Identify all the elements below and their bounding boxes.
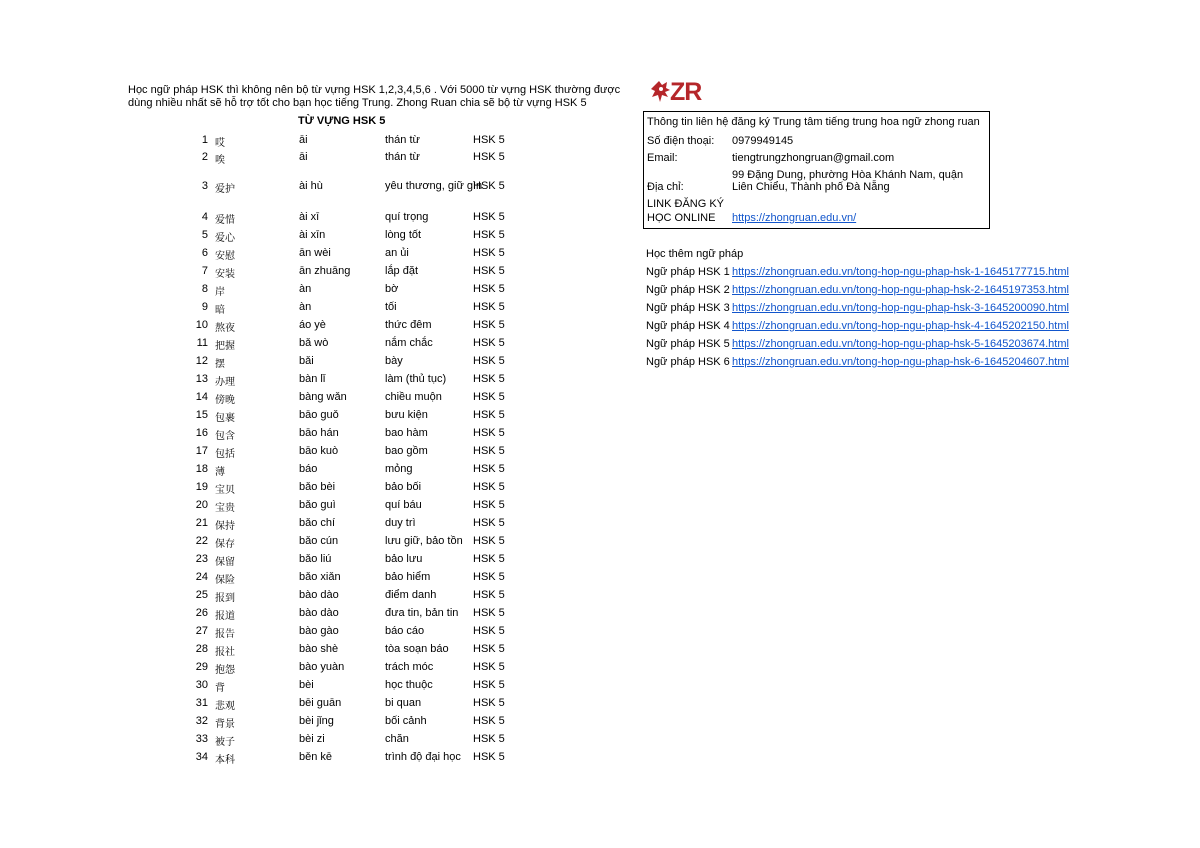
- intro-text: [128, 84, 628, 110]
- meaning: bảo hiểm: [385, 571, 431, 583]
- row-number: 33: [195, 733, 208, 745]
- vocab-row: [180, 481, 540, 499]
- hanzi: 傍晚: [215, 395, 235, 406]
- hsk-level: HSK 5: [473, 679, 505, 691]
- vocab-row: [180, 319, 540, 337]
- vocab-row: [180, 733, 540, 751]
- hsk-level: HSK 5: [473, 265, 505, 277]
- hanzi: 摆: [215, 359, 225, 370]
- row-number: 27: [195, 625, 208, 637]
- phone-label: Số điện thoại:: [647, 135, 715, 147]
- pinyin: bāo guǒ: [299, 409, 339, 421]
- meaning: làm (thủ tục): [385, 373, 447, 385]
- vocab-row: [180, 211, 540, 229]
- pinyin: àn: [299, 283, 312, 295]
- pinyin: ài xī: [299, 211, 320, 223]
- hanzi: 被子: [215, 737, 235, 748]
- pinyin: bào dào: [299, 607, 339, 619]
- hsk-level: HSK 5: [473, 355, 505, 367]
- meaning: mỏng: [385, 463, 413, 475]
- vocab-row: [180, 134, 540, 152]
- vocab-row: [180, 301, 540, 319]
- pinyin: bào yuàn: [299, 661, 345, 673]
- phone-value: 0979949145: [732, 135, 794, 147]
- meaning: quí trọng: [385, 211, 429, 223]
- row-number: 5: [201, 229, 208, 241]
- vocab-row: [180, 247, 540, 265]
- grammar-label: Ngữ pháp HSK 1: [646, 266, 730, 278]
- meaning: đưa tin, bản tin: [385, 607, 459, 619]
- register-label-2: HỌC ONLINE: [647, 212, 716, 224]
- hanzi: 悲观: [215, 701, 235, 712]
- meaning: lòng tốt: [385, 229, 422, 241]
- hanzi: 保存: [215, 539, 235, 550]
- email-label: Email:: [647, 152, 678, 164]
- meaning: tối: [385, 301, 397, 313]
- grammar-link[interactable]: https://zhongruan.edu.vn/tong-hop-ngu-phap-hsk-1-1645177715.html: [732, 266, 1069, 278]
- hsk-level: HSK 5: [473, 625, 505, 637]
- pinyin: bǎo liú: [299, 553, 332, 565]
- hsk-level: HSK 5: [473, 134, 505, 146]
- row-number: 11: [196, 337, 208, 349]
- hanzi: 抱怨: [215, 665, 235, 676]
- grammar-link[interactable]: https://zhongruan.edu.vn/tong-hop-ngu-phap-hsk-4-1645202150.html: [732, 320, 1069, 332]
- row-number: 6: [201, 247, 208, 259]
- meaning: bi quan: [385, 697, 422, 709]
- vocab-row: [180, 355, 540, 373]
- vocab-row: [180, 589, 540, 607]
- meaning: chăn: [385, 733, 409, 745]
- zr-logo: [650, 78, 716, 108]
- address-line-1: 99 Đặng Dung, phường Hòa Khánh Nam, quận: [732, 169, 964, 181]
- row-number: 2: [201, 151, 208, 163]
- pinyin: bāo kuò: [299, 445, 339, 457]
- hanzi: 爱心: [215, 233, 235, 244]
- vocab-row: [180, 571, 540, 589]
- hsk-level: HSK 5: [473, 463, 505, 475]
- pinyin: bào gào: [299, 625, 339, 637]
- hsk-level: HSK 5: [473, 751, 505, 763]
- row-number: 10: [195, 319, 208, 331]
- hanzi: 爱惜: [215, 215, 235, 226]
- address-line-2: Liên Chiểu, Thành phố Đà Nẵng: [732, 181, 890, 193]
- hanzi: 宝贵: [215, 503, 235, 514]
- pinyin: bǎo xiǎn: [299, 571, 341, 583]
- row-number: 20: [195, 499, 208, 511]
- email-value: tiengtrungzhongruan@gmail.com: [732, 152, 895, 164]
- hsk-level: HSK 5: [473, 337, 505, 349]
- hanzi: 保持: [215, 521, 235, 532]
- hanzi: 宝贝: [215, 485, 235, 496]
- pinyin: áo yè: [299, 319, 326, 331]
- hanzi: 包括: [215, 449, 235, 460]
- vocab-row: [180, 151, 540, 169]
- grammar-link[interactable]: https://zhongruan.edu.vn/tong-hop-ngu-phap-hsk-5-1645203674.html: [732, 338, 1069, 350]
- grammar-link[interactable]: https://zhongruan.edu.vn/tong-hop-ngu-phap-hsk-3-1645200090.html: [732, 302, 1069, 314]
- pinyin: bèi zi: [299, 733, 325, 745]
- meaning: thán từ: [385, 151, 420, 163]
- hsk-level: HSK 5: [473, 445, 505, 457]
- meaning: quí báu: [385, 499, 422, 511]
- hanzi: 哎: [215, 138, 225, 149]
- meaning: bảo lưu: [385, 553, 423, 565]
- row-number: 1: [201, 134, 208, 146]
- vocab-row: [180, 373, 540, 391]
- hanzi: 办理: [215, 377, 235, 388]
- address-label: Địa chỉ:: [647, 181, 684, 193]
- row-number: 7: [201, 265, 208, 277]
- vocab-row: [180, 499, 540, 517]
- meaning: báo cáo: [385, 625, 425, 637]
- hanzi: 把握: [215, 341, 235, 352]
- grammar-label: Ngữ pháp HSK 2: [646, 284, 730, 296]
- hsk-level: HSK 5: [473, 409, 505, 421]
- meaning: trách móc: [385, 661, 434, 673]
- meaning: chiều muộn: [385, 391, 442, 403]
- meaning: thức đêm: [385, 319, 432, 331]
- grammar-label: Ngữ pháp HSK 3: [646, 302, 730, 314]
- hsk-level: HSK 5: [473, 229, 505, 241]
- meaning: lắp đặt: [385, 265, 419, 277]
- row-number: 8: [201, 283, 208, 295]
- pinyin: bǎ wò: [299, 337, 329, 349]
- grammar-label: Ngữ pháp HSK 6: [646, 356, 730, 368]
- hsk-level: HSK 5: [473, 211, 505, 223]
- hanzi: 薄: [215, 467, 225, 478]
- grammar-link[interactable]: https://zhongruan.edu.vn/tong-hop-ngu-phap-hsk-2-1645197353.html: [732, 284, 1069, 296]
- row-number: 9: [201, 301, 208, 313]
- grammar-link[interactable]: https://zhongruan.edu.vn/tong-hop-ngu-phap-hsk-6-1645204607.html: [732, 356, 1069, 368]
- hanzi: 本科: [215, 755, 235, 766]
- hsk-level: HSK 5: [473, 391, 505, 403]
- row-number: 15: [195, 409, 208, 421]
- meaning: lưu giữ, bảo tồn: [385, 535, 463, 547]
- vocab-row: [180, 553, 540, 571]
- row-number: 26: [195, 607, 208, 619]
- row-number: 29: [195, 661, 208, 673]
- hanzi: 唉: [215, 155, 225, 166]
- vocab-row: [180, 535, 540, 553]
- pinyin: bào shè: [299, 643, 339, 655]
- pinyin: běn kē: [299, 751, 333, 763]
- meaning: bưu kiện: [385, 409, 428, 421]
- hsk-level: HSK 5: [473, 643, 505, 655]
- hanzi: 熬夜: [215, 323, 235, 334]
- row-number: 18: [195, 463, 208, 475]
- row-number: 17: [195, 445, 208, 457]
- hsk-level: HSK 5: [473, 481, 505, 493]
- row-number: 14: [195, 391, 208, 403]
- vocab-title: TỪ VỰNG HSK 5: [298, 115, 386, 127]
- pinyin: bèi: [299, 679, 314, 691]
- vocab-row: [180, 517, 540, 535]
- vocab-row: [180, 409, 540, 427]
- hanzi: 安慰: [215, 251, 235, 262]
- vocab-row: [180, 445, 540, 463]
- intro-line-2: dùng nhiều nhất sẽ hỗ trợ tốt cho bạn học tiếng Trung. Zhong Ruan chia sẽ bộ từ vựng HSK 5: [128, 97, 587, 109]
- meaning: an ủi: [385, 247, 409, 259]
- row-number: 19: [195, 481, 208, 493]
- hsk-level: HSK 5: [473, 517, 505, 529]
- pinyin: āi: [299, 134, 308, 146]
- row-number: 28: [195, 643, 208, 655]
- row-number: 13: [195, 373, 208, 385]
- pinyin: bǎo guì: [299, 499, 336, 511]
- meaning: điểm danh: [385, 589, 437, 601]
- row-number: 31: [195, 697, 208, 709]
- meaning: bao gồm: [385, 445, 428, 457]
- row-number: 24: [195, 571, 208, 583]
- hanzi: 暗: [215, 305, 225, 316]
- hanzi: 爱护: [215, 184, 235, 195]
- pinyin: bào dào: [299, 589, 339, 601]
- meaning: duy trì: [385, 517, 416, 529]
- vocab-row: [180, 427, 540, 445]
- hanzi: 报社: [215, 647, 235, 658]
- meaning: bờ: [385, 283, 399, 295]
- pinyin: bǎo cún: [299, 535, 339, 547]
- row-number: 30: [195, 679, 208, 691]
- hsk-level: HSK 5: [473, 535, 505, 547]
- hsk-level: HSK 5: [473, 247, 505, 259]
- vocab-row: [180, 607, 540, 625]
- vocab-row: [180, 337, 540, 355]
- pinyin: bàn lǐ: [299, 373, 326, 385]
- vocab-row: [180, 463, 540, 481]
- hsk-level: HSK 5: [473, 499, 505, 511]
- hanzi: 安装: [215, 269, 235, 280]
- grammar-label: Ngữ pháp HSK 5: [646, 338, 730, 350]
- hsk-level: HSK 5: [473, 319, 505, 331]
- hsk-level: HSK 5: [473, 661, 505, 673]
- vocab-row: [180, 391, 540, 409]
- hsk-level: HSK 5: [473, 571, 505, 583]
- hanzi: 报道: [215, 611, 235, 622]
- row-number: 21: [195, 517, 208, 529]
- hsk-level: HSK 5: [473, 180, 505, 192]
- row-number: 34: [195, 751, 208, 763]
- vocab-row: [180, 697, 540, 715]
- hanzi: 岸: [215, 287, 225, 298]
- hanzi: 背景: [215, 719, 235, 730]
- vocab-row: [180, 180, 540, 198]
- hanzi: 报到: [215, 593, 235, 604]
- vocab-row: [180, 643, 540, 661]
- pinyin: ài xīn: [299, 229, 326, 241]
- meaning: bối cảnh: [385, 715, 427, 727]
- hanzi: 包含: [215, 431, 235, 442]
- vocab-row: [180, 265, 540, 283]
- hanzi: 背: [215, 683, 225, 694]
- pinyin: báo: [299, 463, 318, 475]
- pinyin: bǎo bèi: [299, 481, 336, 493]
- hanzi: 保留: [215, 557, 235, 568]
- vocab-row: [180, 283, 540, 301]
- meaning: tòa soạn báo: [385, 643, 449, 655]
- vocab-row: [180, 751, 540, 769]
- pinyin: ài hù: [299, 180, 323, 192]
- pinyin: bàng wǎn: [299, 391, 347, 403]
- row-number: 32: [195, 715, 208, 727]
- pinyin: bǎo chí: [299, 517, 336, 529]
- pinyin: āi: [299, 151, 308, 163]
- row-number: 12: [195, 355, 208, 367]
- meaning: nắm chắc: [385, 337, 433, 349]
- pinyin: bāo hán: [299, 427, 339, 439]
- pinyin: bǎi: [299, 355, 314, 367]
- logo-text: ZR: [670, 78, 702, 106]
- pinyin: ān zhuāng: [299, 265, 351, 277]
- pinyin: àn: [299, 301, 312, 313]
- row-number: 3: [201, 180, 208, 192]
- vocab-row: [180, 661, 540, 679]
- grammar-label: Ngữ pháp HSK 4: [646, 320, 730, 332]
- hsk-level: HSK 5: [473, 697, 505, 709]
- row-number: 16: [195, 427, 208, 439]
- hanzi: 包裹: [215, 413, 235, 424]
- hsk-level: HSK 5: [473, 589, 505, 601]
- meaning: bao hàm: [385, 427, 428, 439]
- hsk-level: HSK 5: [473, 733, 505, 745]
- register-label-1: LINK ĐĂNG KÝ: [647, 198, 725, 210]
- hsk-level: HSK 5: [473, 427, 505, 439]
- hsk-level: HSK 5: [473, 151, 505, 163]
- grammar-title: Học thêm ngữ pháp: [646, 248, 744, 260]
- hsk-level: HSK 5: [473, 607, 505, 619]
- hsk-level: HSK 5: [473, 715, 505, 727]
- meaning: học thuộc: [385, 679, 433, 691]
- dragon-logo-icon: [650, 80, 672, 108]
- contact-info-box: [643, 111, 990, 229]
- hsk-level: HSK 5: [473, 553, 505, 565]
- row-number: 25: [195, 589, 208, 601]
- pinyin: bèi jǐng: [299, 715, 334, 727]
- register-link[interactable]: https://zhongruan.edu.vn/: [732, 212, 857, 224]
- meaning: thán từ: [385, 134, 420, 146]
- meaning: bày: [385, 355, 403, 367]
- meaning: yêu thương, giữ gìn: [385, 180, 483, 192]
- vocab-row: [180, 229, 540, 247]
- hanzi: 报告: [215, 629, 235, 640]
- hanzi: 保险: [215, 575, 235, 586]
- hsk-level: HSK 5: [473, 301, 505, 313]
- row-number: 4: [201, 211, 208, 223]
- pinyin: bēi guān: [299, 697, 342, 709]
- row-number: 23: [195, 553, 208, 565]
- row-number: 22: [195, 535, 208, 547]
- pinyin: ān wèi: [299, 247, 331, 259]
- vocab-row: [180, 679, 540, 697]
- meaning: bảo bối: [385, 481, 422, 493]
- hsk-level: HSK 5: [473, 283, 505, 295]
- vocab-row: [180, 715, 540, 733]
- info-header: Thông tin liên hệ đăng ký Trung tâm tiếng trung hoa ngữ zhong ruan: [647, 116, 980, 128]
- vocab-row: [180, 625, 540, 643]
- hsk-level: HSK 5: [473, 373, 505, 385]
- intro-line-1: Học ngữ pháp HSK thì không nên bộ từ vựng HSK 1,2,3,4,5,6 . Với 5000 từ vựng HSK thường được: [128, 84, 621, 96]
- meaning: trình độ đại học: [385, 751, 461, 763]
